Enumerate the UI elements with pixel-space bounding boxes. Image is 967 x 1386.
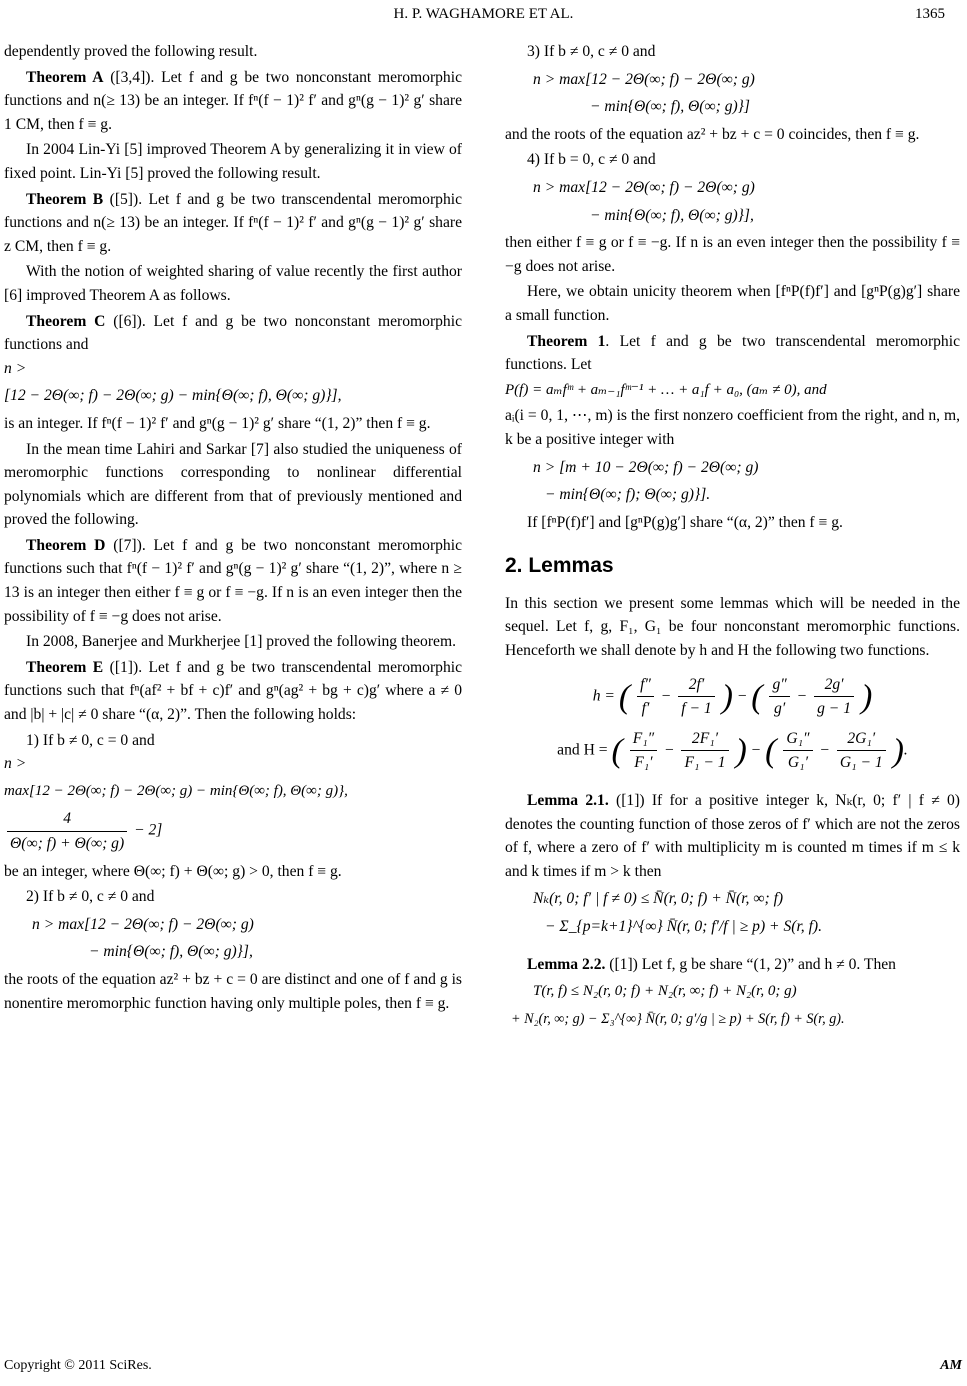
fraction — [681, 727, 728, 775]
denominator: f′ — [641, 700, 650, 718]
numerator: 2f′ — [678, 673, 714, 698]
equation: − min{Θ(∞; f), Θ(∞; g)}] — [590, 98, 750, 116]
case-3: 3) If b ≠ 0, c ≠ 0 and — [527, 43, 656, 60]
bracket-left: ( — [751, 677, 763, 715]
case-1: 1) If b ≠ 0, c = 0 and — [26, 731, 155, 749]
journal-abbrev: AM — [940, 1358, 962, 1373]
fraction — [814, 673, 854, 721]
paragraph: then either f ≡ g or f ≡ −g. If n is an even integer then the possibility f ≡ −g does not arise. — [505, 234, 960, 275]
theorem-text: ([1]). Let f and g be two transcendental meromorphic functions such that fⁿ(af² + bf + c)f′ and gⁿ(ag² + bg + c)g′ where a ≠ 0 and |b| + |c| ≠ 0 share “(α, 2)”. Then the following holds: — [4, 658, 462, 724]
case-4: 4) If b = 0, c ≠ 0 and — [527, 151, 656, 169]
left-column — [4, 40, 462, 1015]
fraction — [769, 673, 789, 721]
lemma-text: ([1]) If for a positive integer k, Nₖ(r, 0; f′ | f ≠ 0) denotes the counting function of those zeros of f′ which are not the zeros of f, where a zero of f′ with multiplicity m is counted m times if m ≤ k and k times if m > k then — [505, 792, 960, 880]
theorem-text: . Let f and g be two transcendental meromorphic functions. Let — [505, 332, 960, 374]
numerator: G₁″ — [783, 727, 812, 752]
fraction — [837, 727, 886, 775]
running-title: H. P. WAGHAMORE ET AL. — [393, 6, 574, 22]
bracket-right: ) — [735, 732, 747, 770]
paragraph: In the mean time Lahiri and Sarkar [7] also studied the uniqueness of meromorphic functions corresponding to nonlinear differential polynomials which are different from that of previously mentioned and proved the following. — [4, 440, 462, 529]
theorem-e — [4, 656, 462, 727]
equation: − Σ_{p=k+1}^{∞} N̄(r, 0; f′/f | ≥ p) + S(r, f). — [545, 918, 823, 935]
theorem-d — [4, 534, 462, 628]
equation: [12 − 2Θ(∞; f) − 2Θ(∞; g) − min{Θ(∞; f), Θ(∞; g)}], — [4, 387, 342, 405]
equation: n > max[12 − 2Θ(∞; f) − 2Θ(∞; g) — [533, 178, 755, 196]
equation-lhs: h = — [592, 687, 615, 705]
paragraph: and the roots of the equation az² + bz + c = 0 coincides, then f ≡ g. — [505, 125, 920, 143]
theorem-label: Theorem B — [26, 190, 104, 208]
paragraph: In 2008, Banerjee and Murkherjee [1] proved the following theorem. — [26, 633, 456, 651]
paragraph: is an integer. If fⁿ(f − 1)² f′ and gⁿ(g − 1)² g′ share “(1, 2)” then f ≡ g. — [4, 414, 431, 432]
lemma-label: Lemma 2.2. — [527, 955, 606, 973]
theorem-text: ([7]). Let f and g be two nonconstant meromorphic functions such that fⁿ(f − 1)² f′ and gⁿ(g − 1)² g′ share “(1, 2)”, where n ≥ 13 is an integer then either f ≡ g or f ≡ −g. If n is an even integer then the possibility of f ≡ −g does not arise. — [4, 536, 462, 625]
denominator: Θ(∞; f) + Θ(∞; g) — [10, 835, 125, 852]
paragraph: In this section we present some lemmas which will be needed in the sequel. Let f, g, F₁, G₁ be four nonconstant meromorphic functions. Henceforth we shall denote by h and H the following two functions. — [505, 594, 960, 660]
fraction — [630, 727, 657, 775]
equation: − min{Θ(∞; f), Θ(∞; g)}], — [89, 943, 253, 961]
lemma-2-2 — [505, 953, 960, 977]
fraction — [783, 727, 812, 775]
denominator: f − 1 — [681, 700, 712, 718]
numerator: 4 — [7, 807, 127, 832]
denominator: g′ — [774, 700, 786, 718]
denominator: G₁ − 1 — [839, 754, 883, 772]
theorem-text: ([6]). Let f and g be two nonconstant meromorphic functions and — [4, 312, 462, 354]
bracket-left: ( — [765, 732, 777, 770]
equation-lhs: and H = — [557, 741, 608, 759]
equation: T(r, f) ≤ N₂(r, 0; f) + N₂(r, ∞; f) + N₂(r, 0; g) — [533, 983, 797, 1000]
theorem-label: Theorem D — [26, 536, 106, 554]
paragraph: With the notion of weighted sharing of value recently the first author [6] improved Theorem A as follows. — [4, 263, 462, 304]
paragraph: dependently proved the following result. — [4, 43, 258, 60]
theorem-1 — [505, 330, 960, 377]
equation: − min{Θ(∞; f); Θ(∞; g)}]. — [545, 486, 711, 504]
paragraph: aᵢ(i = 0, 1, ⋯, m) is the first nonzero coefficient from the right, and n, m, k be a positive integer with — [505, 407, 960, 448]
equation: max[12 − 2Θ(∞; f) − 2Θ(∞; g) − min{Θ(∞; f), Θ(∞; g)}, — [4, 782, 348, 799]
theorem-c — [4, 310, 462, 357]
page-number: 1365 — [915, 6, 945, 22]
paragraph: If [fⁿP(f)f′] and [gⁿP(g)g′] share “(α, 2)” then f ≡ g. — [527, 513, 843, 531]
equation: n > max[12 − 2Θ(∞; f) − 2Θ(∞; g) — [533, 70, 755, 88]
numerator: 2G₁′ — [837, 727, 886, 752]
numerator: 2F₁′ — [681, 727, 728, 752]
lemma-2-1 — [505, 789, 960, 883]
copyright: Copyright © 2011 SciRes. — [4, 1358, 152, 1373]
theorem-text: ([5]). Let f and g be two transcendental meromorphic functions and n(≥ 13) be an integer. If fⁿ(f − 1)² f′ and gⁿ(g − 1)² g′ share z CM, then f ≡ g. — [4, 190, 462, 255]
denominator: G₁′ — [787, 754, 808, 772]
bracket-right: ) — [860, 677, 873, 715]
numerator: F₁″ — [630, 727, 657, 752]
fraction — [678, 673, 714, 721]
page-footer — [4, 1358, 962, 1374]
right-column — [505, 40, 960, 1035]
paragraph: In 2004 Lin-Yi [5] improved Theorem A by generalizing it in view of fixed point. Lin-Yi [5] proved the following result. — [4, 141, 462, 182]
equation-H: and H = ( $\frac{\text{F₁″}}{\text{F₁′}}$ − $\frac{\text{2F₁′}}{\text{F₁ − 1}}$ ) − ( $\frac{\text{G₁″}}{\text{G₁′}}$ − $\frac{\text{2G₁′}}{\text{G₁ − 1}}$ ). — [505, 727, 960, 775]
denominator: g − 1 — [817, 700, 852, 718]
bracket-left: ( — [611, 732, 623, 770]
paragraph: be an integer, where Θ(∞; f) + Θ(∞; g) > 0, then f ≡ g. — [4, 862, 342, 880]
bracket-right: ) — [721, 677, 733, 715]
theorem-b — [4, 188, 462, 259]
lemma-text: ([1]) Let f, g be share “(1, 2)” and h ≠ 0. Then — [609, 955, 896, 973]
theorem-label: Theorem E — [26, 658, 104, 676]
theorem-label: Theorem A — [26, 68, 104, 86]
equation-fraction-line — [4, 807, 462, 855]
equation-tail: − 2] — [134, 822, 163, 840]
numerator: g″ — [769, 673, 789, 698]
theorem-text: ([3,4]). Let f and g be two nonconstant meromorphic functions and n(≥ 13) be an integer. If fⁿ(f − 1)² f′ and gⁿ(g − 1)² g′ share 1 CM, then f ≡ g. — [4, 68, 462, 133]
case-2: 2) If b ≠ 0, c ≠ 0 and — [26, 888, 155, 906]
theorem-label: Theorem 1 — [527, 332, 606, 350]
equation: Nₖ(r, 0; f′ | f ≠ 0) ≤ N̄(r, 0; f) + N̄(r, ∞; f) — [533, 890, 784, 908]
equation: n > — [4, 359, 27, 377]
paragraph: the roots of the equation az² + bz + c = 0 are distinct and one of f and g is nonentire meromorphic function having only multiple poles, then f ≡ g. — [4, 970, 462, 1012]
paragraph: Here, we obtain unicity theorem when [fⁿP(f)f′] and [gⁿP(g)g′] share a small function. — [505, 283, 960, 324]
numerator: 2g′ — [814, 673, 854, 698]
fraction — [637, 673, 654, 721]
equation: P(f) = aₘfᵐ + aₘ₋₁fᵐ⁻¹ + … + a₁f + a₀, (aₘ ≠ 0), and — [505, 381, 827, 398]
equation: n > [m + 10 − 2Θ(∞; f) − 2Θ(∞; g) — [533, 458, 759, 476]
theorem-a — [4, 66, 462, 137]
numerator: f″ — [637, 673, 654, 698]
section-title: 2. Lemmas — [505, 554, 614, 578]
fraction — [7, 807, 127, 855]
denominator: F₁′ — [634, 754, 653, 772]
equation: − min{Θ(∞; f), Θ(∞; g)}], — [590, 206, 754, 224]
equation: n > max[12 − 2Θ(∞; f) − 2Θ(∞; g) — [32, 915, 254, 933]
theorem-label: Theorem C — [26, 312, 106, 330]
bracket-right: ) — [892, 732, 904, 770]
equation: n > — [4, 755, 27, 773]
equation: + N₂(r, ∞; g) − Σ₃^{∞} N̄(r, 0; g′/g | ≥ p) + S(r, f) + S(r, g). — [511, 1010, 845, 1027]
equation-h: h = ( $\frac{f''}{f'}$ − $\frac{2f'}{f - 1}$ ) − ( $\frac{g''}{g'}$ − $\frac{2g'}{g - 1}$ ) — [505, 673, 960, 721]
denominator: F₁ − 1 — [684, 754, 726, 772]
bracket-left: ( — [618, 677, 631, 715]
lemma-label: Lemma 2.1. — [527, 792, 609, 810]
